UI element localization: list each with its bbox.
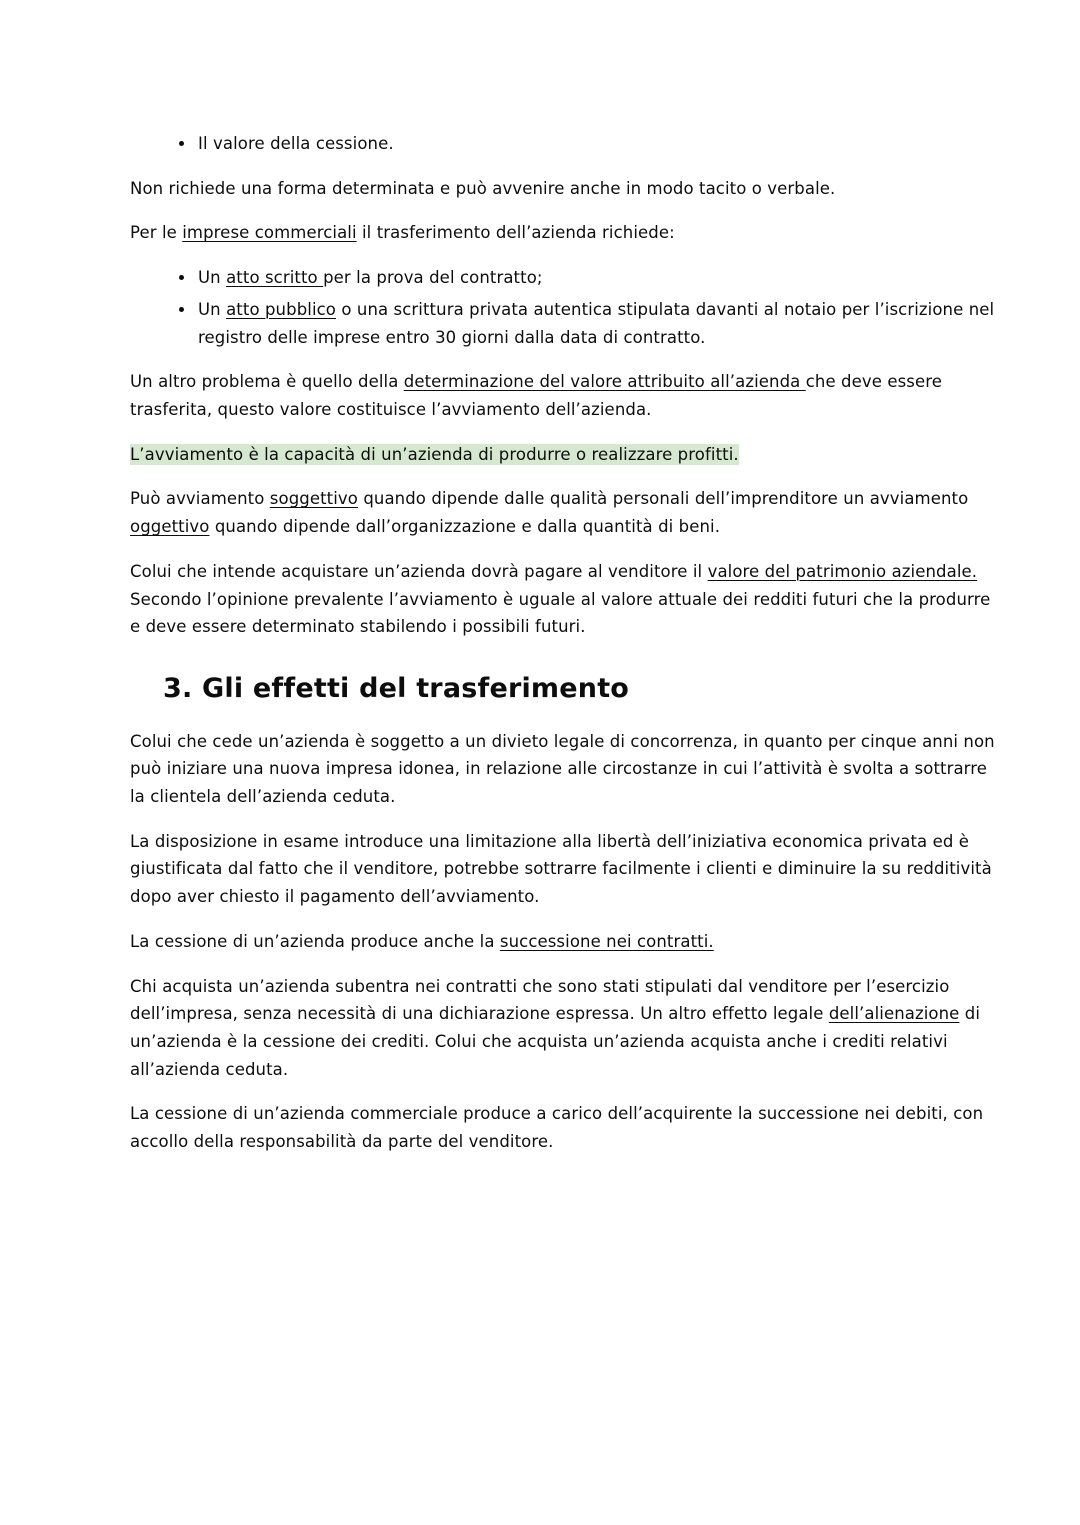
text-segment: Il valore della cessione. bbox=[198, 134, 394, 153]
section-heading bbox=[130, 671, 996, 707]
text-segment: Può avviamento bbox=[130, 489, 270, 509]
underlined-text: atto scritto bbox=[226, 268, 324, 288]
text-segment: 3. Gli effetti del trasferimento bbox=[163, 673, 630, 705]
text-segment: Colui che intende acquistare un’azienda dovrà pagare al venditore il bbox=[130, 561, 708, 581]
text-segment: o una scrittura privata autentica stipulata davanti al notaio per l’iscrizione nel registro delle imprese entro 30 giorni dalla data di contratto. bbox=[198, 299, 995, 347]
paragraph bbox=[130, 928, 996, 956]
paragraph bbox=[130, 558, 996, 641]
paragraph bbox=[130, 828, 996, 911]
bullet-list bbox=[130, 264, 996, 351]
text-segment: quando dipende dall’organizzazione e dalla quantità di beni. bbox=[209, 517, 721, 537]
text-segment: il trasferimento dell’azienda richiede: bbox=[356, 223, 675, 243]
paragraph bbox=[130, 485, 996, 540]
paragraph bbox=[130, 973, 996, 1084]
text-segment: Non richiede una forma determinata e può avvenire anche in modo tacito o verbale. bbox=[130, 178, 836, 198]
text-segment: Chi acquista un’azienda subentra nei contratti che sono stati stipulati dal venditore per l’esercizio dell’impresa, senza necessità di una dichiarazione espressa. Un altro effetto legale bbox=[130, 976, 950, 1024]
paragraph bbox=[130, 368, 996, 423]
text-segment: Colui che cede un’azienda è soggetto a un divieto legale di concorrenza, in quanto per cinque anni non può iniziare una nuova impresa idonea, in relazione alle circostanze in cui l’attività è svolta a sottrarre la clientela dell’azienda ceduta. bbox=[130, 731, 995, 806]
text-segment: che deve essere trasferita, questo valore costituisce l’avviamento dell’azienda. bbox=[130, 372, 943, 420]
paragraph bbox=[130, 219, 996, 247]
underlined-text: oggettivo bbox=[130, 517, 210, 537]
paragraph bbox=[130, 1100, 996, 1155]
paragraph bbox=[130, 728, 996, 811]
paragraph bbox=[130, 441, 996, 469]
text-segment: La cessione di un’azienda produce anche la bbox=[130, 931, 500, 951]
underlined-text: soggettivo bbox=[269, 489, 358, 509]
text-segment: quando dipende dalle qualità personali dell’imprenditore un avviamento bbox=[357, 489, 969, 509]
bullet-item bbox=[196, 296, 996, 351]
underlined-text: imprese commerciali bbox=[182, 223, 357, 243]
underlined-text: atto pubblico bbox=[226, 299, 336, 319]
highlighted-text: L’avviamento è la capacità di un’azienda di produrre o realizzare profitti. bbox=[130, 444, 739, 464]
underlined-text: dell’alienazione bbox=[828, 1004, 960, 1024]
text-segment: di un’azienda è la cessione dei crediti. Colui che acquista un’azienda acquista anche i crediti relativi all’azienda ceduta. bbox=[130, 1004, 981, 1079]
underlined-text: determinazione del valore attribuito all’azienda bbox=[403, 372, 806, 392]
bullet-list bbox=[130, 130, 996, 158]
text-segment: Un bbox=[198, 268, 227, 288]
underlined-text: successione nei contratti. bbox=[499, 931, 714, 951]
underlined-text: valore del patrimonio aziendale. bbox=[707, 561, 978, 581]
text-segment: Un altro problema è quello della bbox=[130, 372, 404, 392]
text-segment: per la prova del contratto; bbox=[323, 268, 543, 288]
text-segment: Un bbox=[198, 299, 227, 319]
text-segment: Per le bbox=[130, 223, 183, 243]
document-content bbox=[130, 130, 996, 1173]
text-segment: Secondo l’opinione prevalente l’avviamento è uguale al valore attuale dei redditi futuri che la produrre e deve essere determinato stabilendo i possibili futuri. bbox=[130, 589, 991, 637]
text-segment: La disposizione in esame introduce una limitazione alla libertà dell’iniziativa economica privata ed è giustificata dal fatto che il venditore, potrebbe sottrarre facilmente i clienti e diminuire la su redditività dopo aver chiesto il pagamento dell’avviamento. bbox=[130, 831, 992, 907]
text-segment: La cessione di un’azienda commerciale produce a carico dell’acquirente la successione nei debiti, con accollo della responsabilità da parte del venditore. bbox=[130, 1104, 984, 1152]
bullet-item bbox=[196, 130, 996, 158]
bullet-item bbox=[196, 264, 996, 292]
paragraph bbox=[130, 175, 996, 203]
